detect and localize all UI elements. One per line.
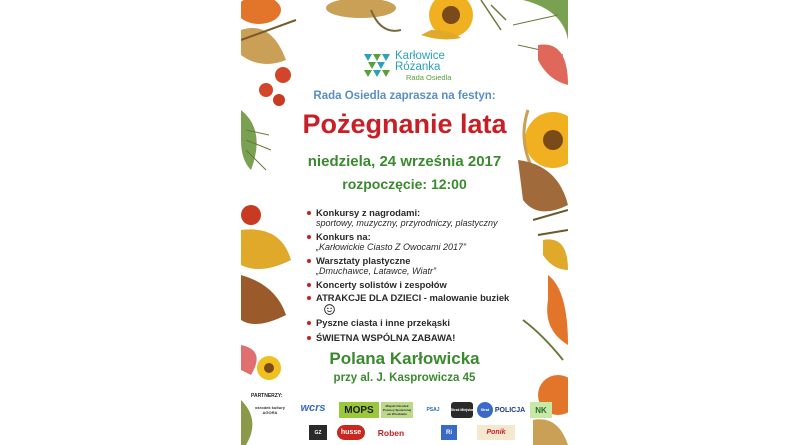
list-item-heading: Pyszne ciasta i inne przekąski xyxy=(316,317,450,329)
list-item-heading: Koncerty solistów i zespołów xyxy=(316,279,447,290)
logo-text-line2: Różanka xyxy=(395,61,441,73)
list-item-heading: Konkursy z nagrodami: xyxy=(316,207,421,218)
partner-logo-straz: Straż xyxy=(477,402,493,418)
list-item-detail: „Dmuchawce, Latawce, Wiatr” xyxy=(316,266,436,276)
event-start-time: rozpoczęcie: 12:00 xyxy=(342,176,467,192)
smiley-icon xyxy=(324,304,335,315)
partner-logo-ponik: Ponik xyxy=(477,425,515,440)
logo-text-line3: Rada Osiedla xyxy=(406,73,452,82)
partner-logo-wcrs: wcrs xyxy=(300,402,326,414)
partner-logo-text: Miejski Ośrodek Pomocy Społecznej we Wrocławiu xyxy=(382,404,412,416)
partner-logo-nk: NK xyxy=(530,402,552,418)
list-item xyxy=(307,317,527,328)
partner-logo-policja: POLICJA xyxy=(495,406,525,414)
list-item xyxy=(307,255,527,277)
partner-logo-straz-miejska: Straż Miejska xyxy=(451,402,473,418)
list-item xyxy=(307,231,527,253)
estate-council-logo xyxy=(362,48,462,82)
venue-address: przy al. J. Kasprowicza 45 xyxy=(333,372,476,384)
autumn-decoration-top xyxy=(301,0,511,45)
list-item-heading: ŚWIETNA WSPÓLNA ZABAWA! xyxy=(316,332,456,344)
partner-logo-gz: GZ xyxy=(309,425,327,440)
list-item xyxy=(307,279,527,290)
list-item-heading: ATRAKCJE DLA DZIECI - malowanie buziek xyxy=(316,292,510,303)
event-date-prefix: niedziela, xyxy=(307,153,380,170)
event-date xyxy=(241,153,568,170)
logo-text-line1: Karłowice xyxy=(395,50,445,62)
event-date-main: 24 września 2017 xyxy=(379,153,502,170)
poster xyxy=(241,0,568,445)
attractions-list xyxy=(307,207,527,345)
partner-logo-agora xyxy=(253,402,287,418)
list-item xyxy=(307,207,527,229)
venue-name: Polana Karłowicka xyxy=(329,349,480,368)
partner-logo-text: ośrodek kultury AGORA xyxy=(254,405,285,415)
partner-logo-ri: Ri xyxy=(441,425,457,440)
invitation-line: Rada Osiedla zaprasza na festyn: xyxy=(313,90,496,102)
partners-label: PARTNERZY: xyxy=(251,393,283,399)
list-item-heading: Warsztaty plastyczne xyxy=(316,255,411,266)
event-title: Pożegnanie lata xyxy=(302,109,507,139)
partner-logo-mops-caption xyxy=(381,402,413,418)
logo-mark-icon xyxy=(362,50,392,80)
list-item-detail: „Karłowickie Ciasto Z Owocami 2017” xyxy=(316,242,467,252)
partner-logo-mops: MOPS xyxy=(339,402,379,418)
partner-logo-psaj: PSAJ xyxy=(426,407,440,413)
list-item xyxy=(307,292,527,315)
list-item-detail: sportowy, muzyczny, przyrodniczy, plastyczny xyxy=(316,218,498,228)
list-item xyxy=(307,332,527,343)
list-item-heading: Konkurs na: xyxy=(316,231,371,242)
partner-logo-husse: husse xyxy=(337,425,365,440)
partner-logo-roben: Roben xyxy=(377,427,405,438)
